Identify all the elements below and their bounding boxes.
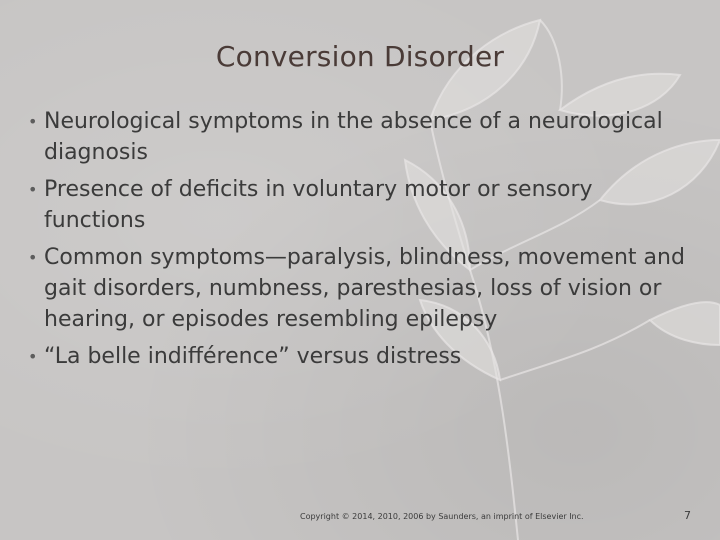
bullet-icon: •	[28, 112, 38, 131]
bullet-item	[28, 174, 698, 236]
slide-number: 7	[684, 509, 691, 522]
copyright-footer: Copyright © 2014, 2010, 2006 by Saunders, an imprint of Elsevier Inc.	[300, 512, 584, 521]
bullet-text: Common symptoms—paralysis, blindness, movement and gait disorders, numbness, paresthesias, loss of vision or hearing, or episodes resembling epilepsy	[44, 245, 685, 332]
bullet-text: “La belle indifférence” versus distress	[44, 344, 462, 369]
bullet-icon: •	[28, 248, 38, 267]
bullet-text: Neurological symptoms in the absence of a neurological diagnosis	[44, 109, 663, 165]
bullet-icon: •	[28, 347, 38, 366]
bullet-item	[28, 242, 698, 335]
bullet-icon: •	[28, 180, 38, 199]
bullet-item	[28, 341, 698, 372]
slide-title: Conversion Disorder	[215, 40, 505, 73]
bullet-text: Presence of deficits in voluntary motor or sensory functions	[44, 177, 593, 233]
bullet-item	[28, 106, 698, 168]
bullet-list	[28, 106, 698, 378]
